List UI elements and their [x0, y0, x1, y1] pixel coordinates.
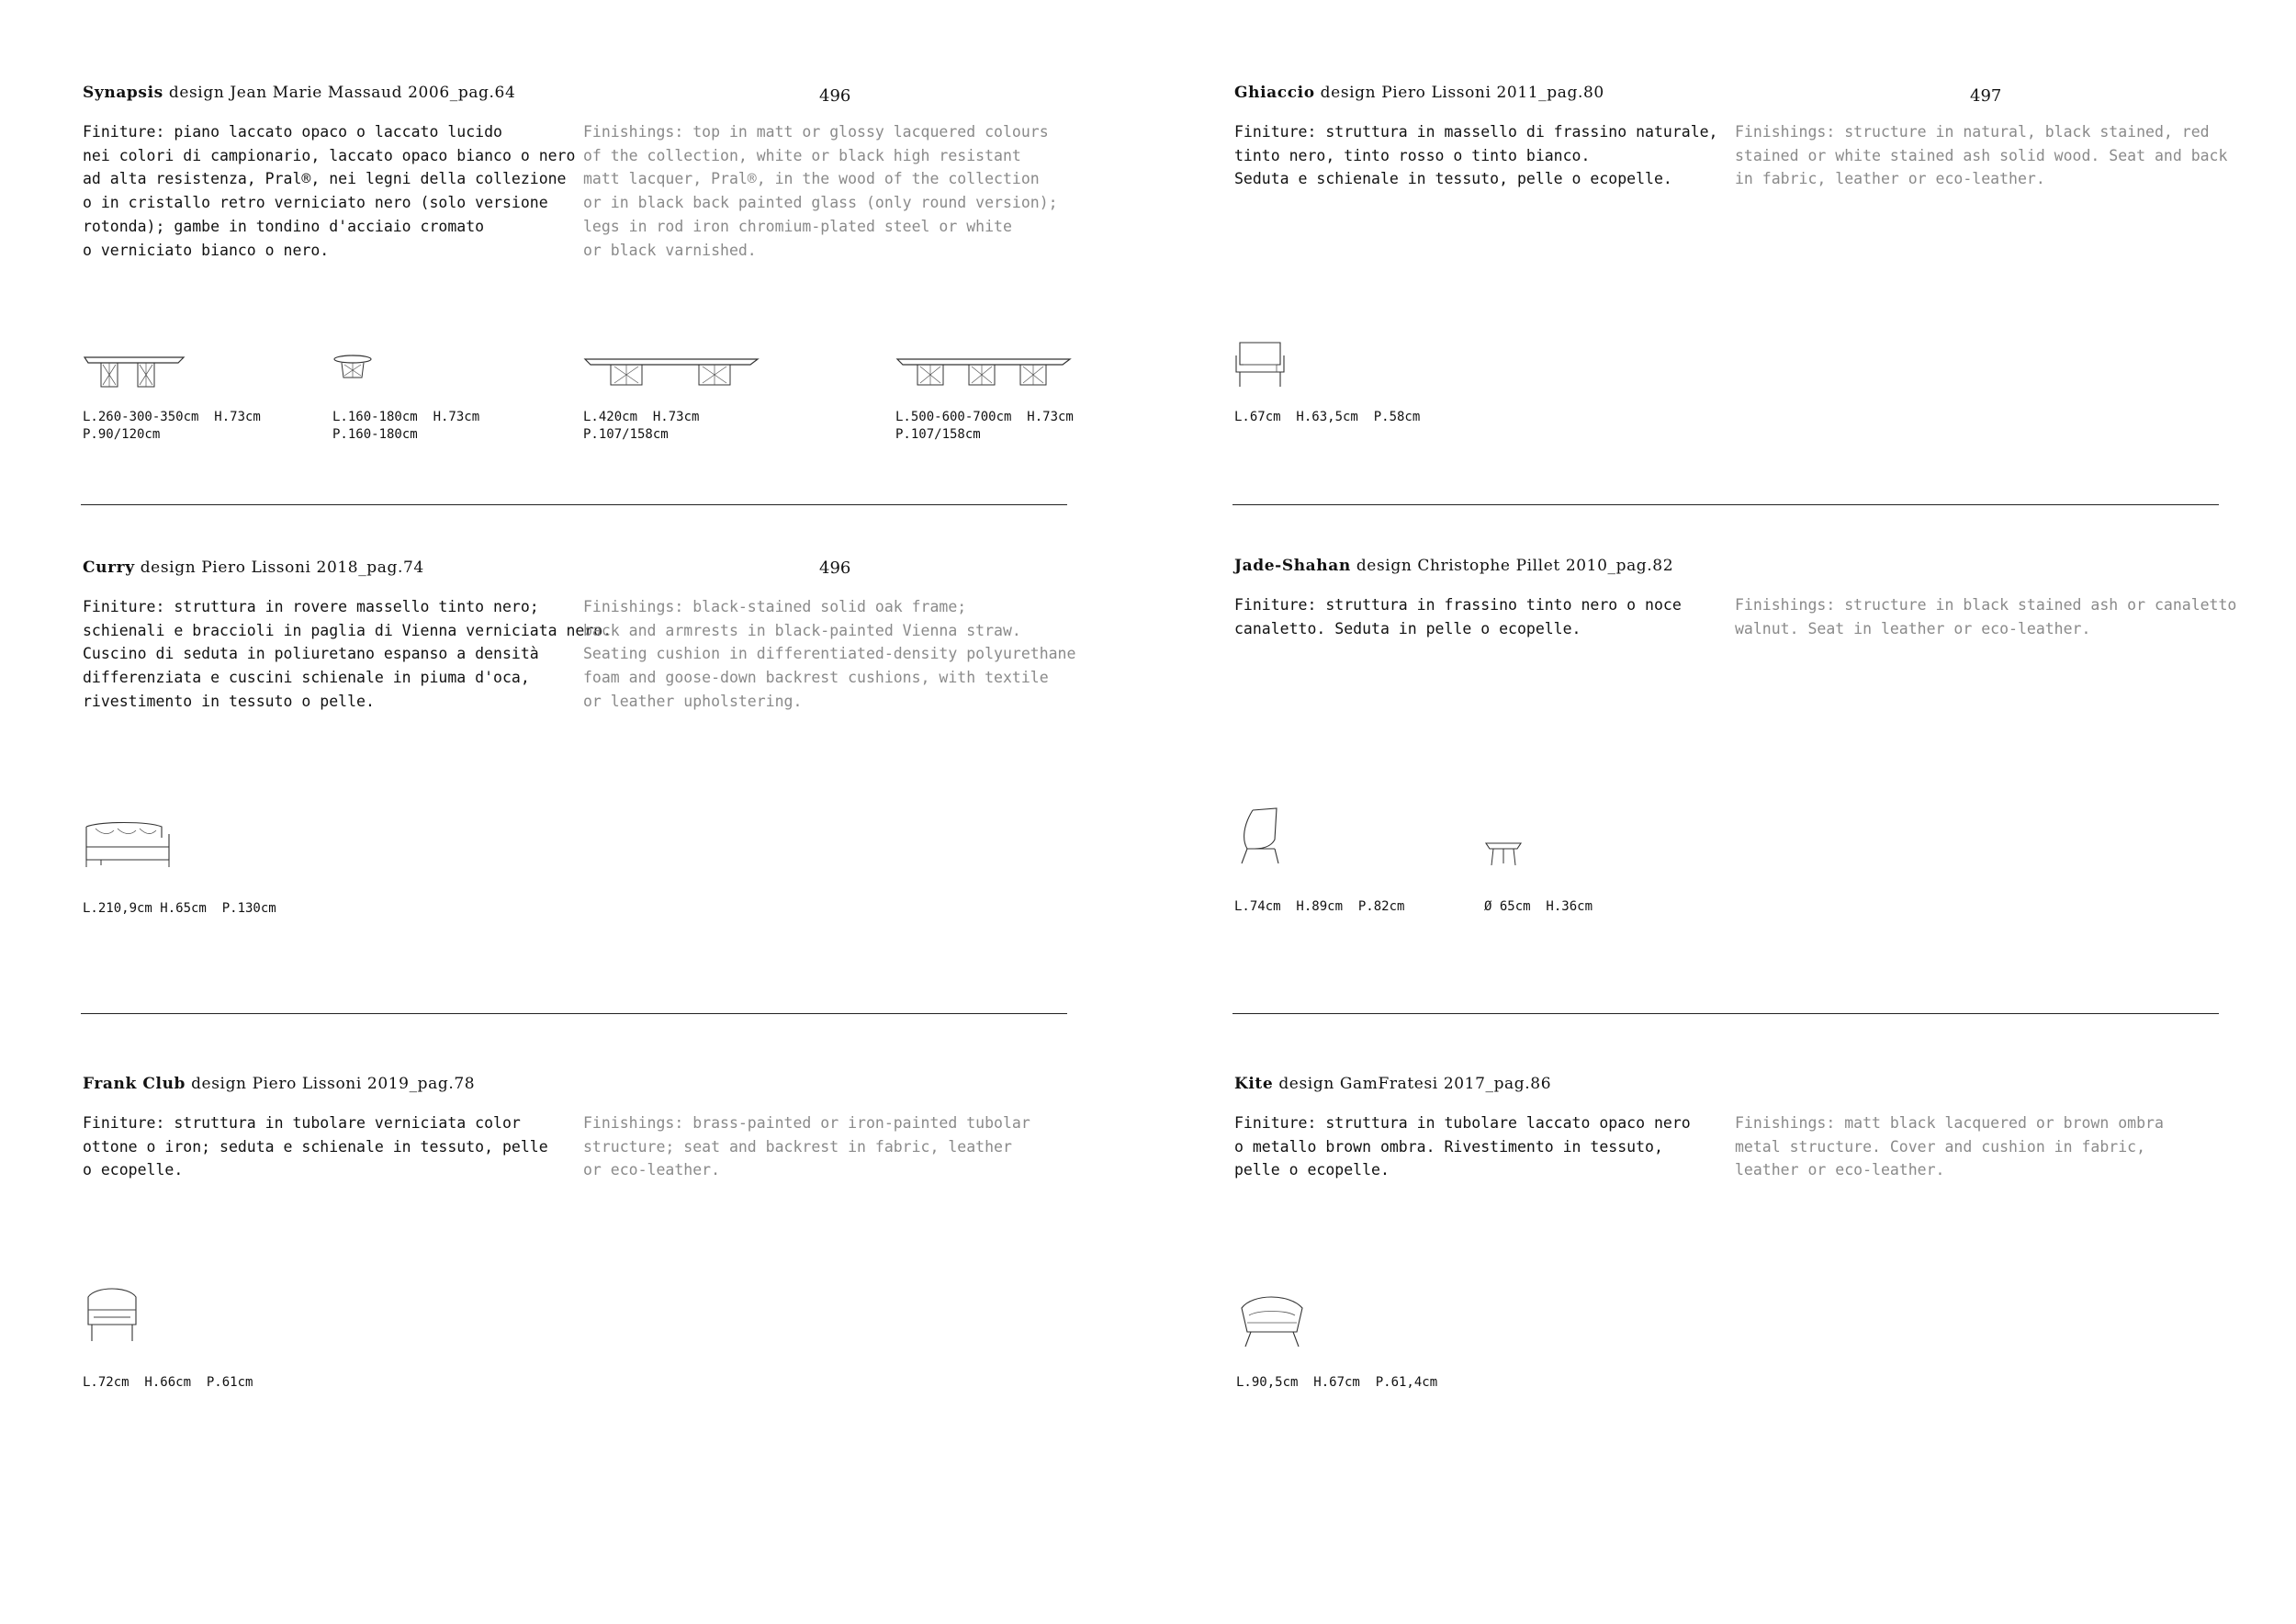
finishes-italian: Finiture: piano laccato opaco o laccato lucido nei colori di campionario, laccato opaco bianco o nero ad alta resistenza, Pral®, nei legni della collezione o in cristallo retro verniciato nero (solo versione rotonda); gambe in tondino d'acciaio cromato o verniciato bianco o nero. [83, 123, 576, 259]
product-variant [1234, 337, 1421, 424]
dimensions: L.260-300-350cm H.73cm P.90/120cm [83, 410, 261, 442]
product-name: Jade-Shahan [1234, 557, 1351, 575]
side-table-drawing-icon [1484, 840, 1530, 871]
page-number: 497 [1970, 86, 2002, 106]
product-credit: design Piero Lissoni 2018_pag.74 [140, 558, 424, 577]
dimensions: L.160-180cm H.73cm P.160-180cm [332, 410, 480, 442]
product-variant [583, 350, 767, 442]
dimensions: L.74cm H.89cm P.82cm [1234, 899, 1405, 914]
long-table-drawing-icon [583, 350, 767, 396]
lounge-chair-drawing-icon [1234, 806, 1289, 873]
divider [1232, 504, 2219, 505]
dimensions: L.90,5cm H.67cm P.61,4cm [1236, 1375, 1438, 1390]
sofa-drawing-icon [83, 818, 184, 873]
product-variant [1234, 806, 1405, 914]
product-title [1234, 84, 1604, 102]
product-title [83, 1075, 475, 1093]
divider [1232, 1013, 2219, 1014]
product-name: Kite [1234, 1075, 1274, 1093]
product-credit: design Piero Lissoni 2011_pag.80 [1320, 84, 1604, 102]
armchair-drawing-icon [1234, 337, 1289, 392]
product-variant [1484, 840, 1593, 914]
finishes-english: Finishings: structure in black stained ash or canaletto walnut. Seat in leather or eco-leather. [1735, 596, 2237, 637]
finishes-english: Finishings: top in matt or glossy lacquered colours of the collection, white or black high resistant matt lacquer, Pral®, in the wood of the collection or in black back painted glass (only round version); legs in rod iron chromium-plated steel or white or black varnished. [583, 123, 1058, 259]
product-credit: design GamFratesi 2017_pag.86 [1278, 1075, 1552, 1093]
finishes-italian: Finiture: struttura in tubolare laccato opaco nero o metallo brown ombra. Rivestimento in tessuto, pelle o ecopelle. [1234, 1114, 1691, 1179]
tub-armchair-drawing-icon [1236, 1291, 1310, 1356]
product-title [1234, 557, 1673, 575]
product-variant [83, 1284, 253, 1390]
finishes-english: Finishings: structure in natural, black stained, red stained or white stained ash solid wood. Seat and back in fabric, leather or eco-leather. [1735, 123, 2228, 188]
product-title [1234, 1075, 1551, 1093]
product-title [83, 558, 424, 577]
page-number: 496 [819, 86, 851, 106]
product-title [83, 84, 515, 102]
extra-long-table-drawing-icon [895, 350, 1079, 396]
divider [81, 1013, 1067, 1014]
right-page [1148, 0, 2296, 1624]
finishes-italian: Finiture: struttura in frassino tinto nero o noce canaletto. Seduta in pelle o ecopelle. [1234, 596, 1682, 637]
finishes-english: Finishings: black-stained solid oak frame; back and armrests in black-painted Vienna straw. Seating cushion in differentiated-density polyurethane foam and goose-down backrest cushions, with textile or leather upholstering. [583, 598, 1076, 710]
product-name: Curry [83, 558, 135, 577]
product-variant [332, 350, 480, 442]
dimensions: Ø 65cm H.36cm [1484, 899, 1593, 914]
dimensions: L.67cm H.63,5cm P.58cm [1234, 410, 1421, 424]
product-credit: design Christophe Pillet 2010_pag.82 [1356, 557, 1674, 575]
finishes-english: Finishings: brass-painted or iron-painted tubolar structure; seat and backrest in fabric, leather or eco-leather. [583, 1114, 1030, 1179]
round-table-drawing-icon [332, 350, 443, 396]
finishes-english: Finishings: matt black lacquered or brown ombra metal structure. Cover and cushion in fabric, leather or eco-leather. [1735, 1114, 2164, 1179]
product-credit: design Piero Lissoni 2019_pag.78 [191, 1075, 476, 1093]
product-credit: design Jean Marie Massaud 2006_pag.64 [168, 84, 516, 102]
club-armchair-drawing-icon [83, 1284, 147, 1348]
dimensions: L.210,9cm H.65cm P.130cm [83, 901, 276, 916]
dimensions: L.500-600-700cm H.73cm P.107/158cm [895, 410, 1074, 442]
dimensions: L.420cm H.73cm P.107/158cm [583, 410, 700, 442]
product-variant [83, 818, 276, 916]
product-name: Ghiaccio [1234, 84, 1315, 102]
rectangular-table-drawing-icon [83, 350, 193, 396]
section-page-number: 496 [819, 558, 851, 578]
product-name: Frank Club [83, 1075, 186, 1093]
dimensions: L.72cm H.66cm P.61cm [83, 1375, 253, 1390]
product-variant [895, 350, 1079, 442]
finishes-italian: Finiture: struttura in tubolare verniciata color ottone o iron; seduta e schienale in tessuto, pelle o ecopelle. [83, 1114, 548, 1179]
product-variant [83, 350, 261, 442]
product-variant [1236, 1291, 1438, 1390]
divider [81, 504, 1067, 505]
finishes-italian: Finiture: struttura in rovere massello tinto nero; schienali e braccioli in paglia di Vienna verniciata nero. Cuscino di seduta in poliuretano espanso a densità differenziata e cuscini schienale in piuma d'oca, rivestimento in tessuto o pelle. [83, 598, 613, 710]
product-name: Synapsis [83, 84, 163, 102]
finishes-italian: Finiture: struttura in massello di frassino naturale, tinto nero, tinto rosso o tinto bianco. Seduta e schienale in tessuto, pelle o ecopelle. [1234, 123, 1718, 188]
